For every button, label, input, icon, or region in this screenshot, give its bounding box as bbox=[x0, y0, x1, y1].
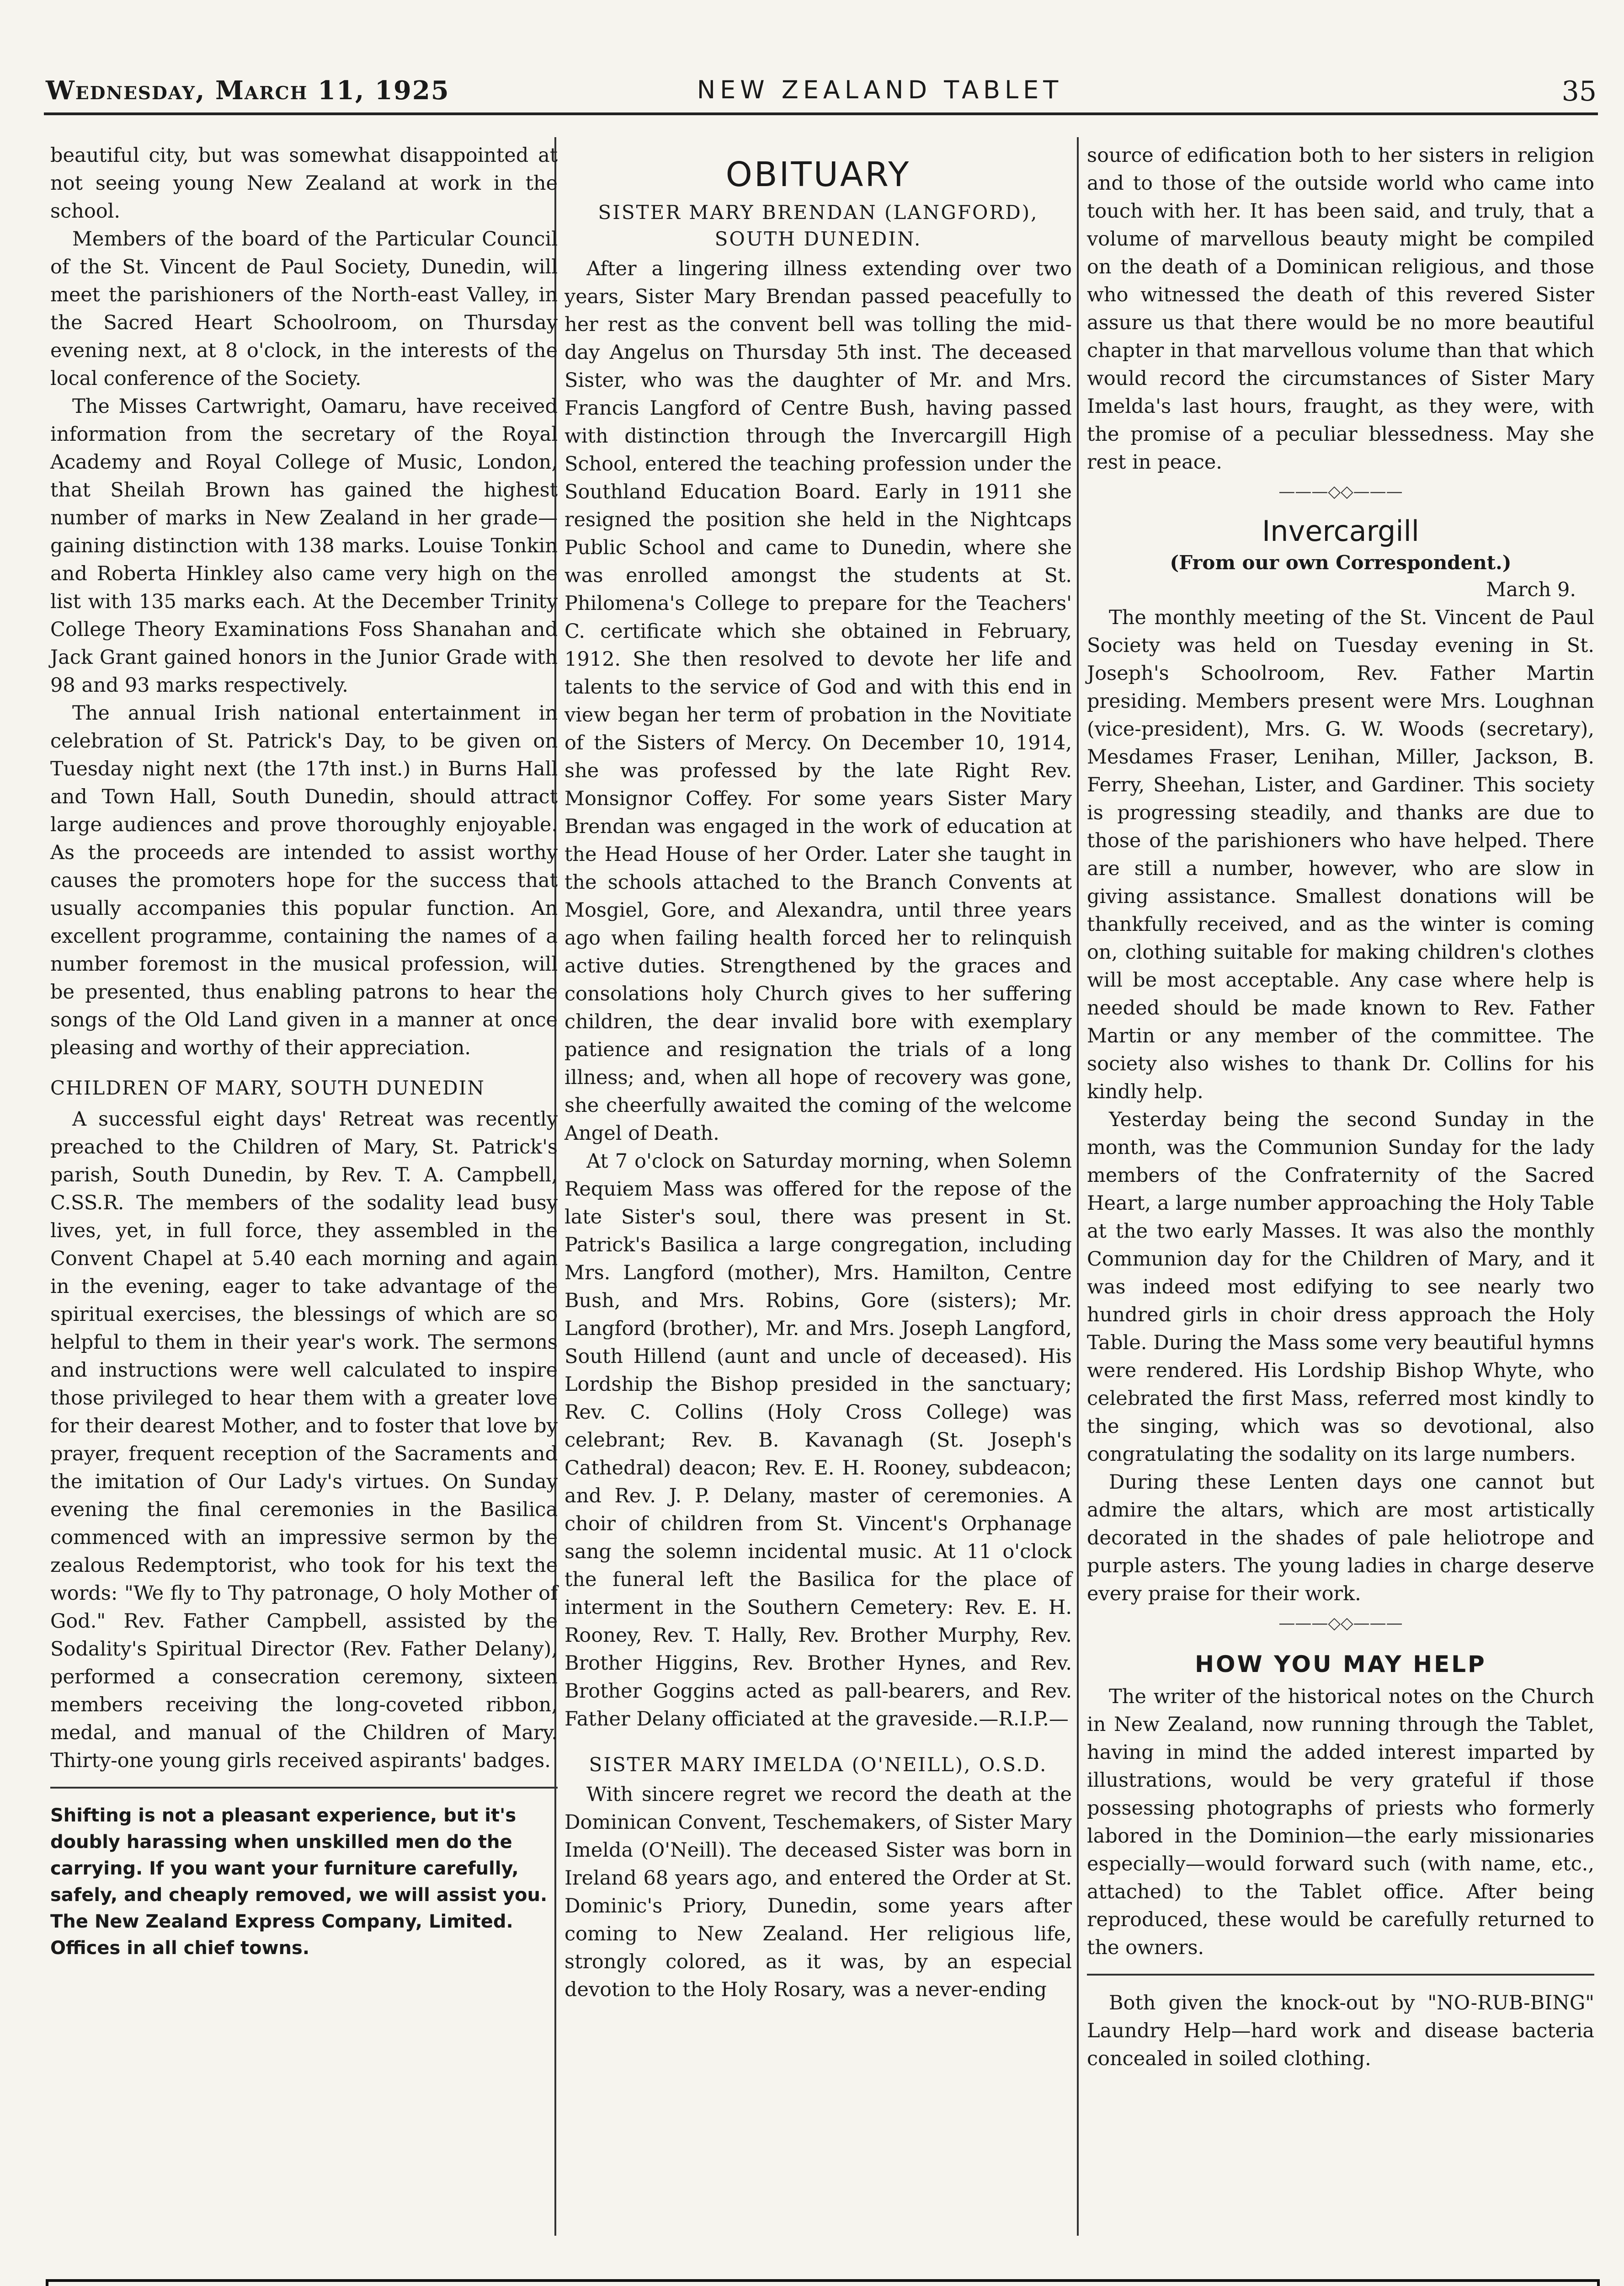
issue-date: Wednesday, March 11, 1925 bbox=[46, 75, 450, 106]
paragraph: During these Lenten days one cannot but admire the altars, which are most artistically decorated in the shades of pale heliotrope and purple asters. The young ladies in charge deserve every praise for their work. bbox=[1087, 1471, 1594, 1605]
masthead-title: NEW ZEALAND TABLET bbox=[697, 75, 1063, 104]
ornament-divider: ———◇◇——— bbox=[1278, 1614, 1403, 1633]
children-of-mary-heading: CHILDREN OF MARY, SOUTH DUNEDIN bbox=[50, 1077, 485, 1099]
section-rule bbox=[50, 1787, 558, 1789]
page-number: 35 bbox=[1561, 75, 1597, 107]
removal-notice bbox=[50, 1802, 558, 1961]
paragraph: Yesterday being the second Sunday in the month, was the Communion Sunday for the lady members of the Confraternity of the Sacred Heart, a large number approaching the Holy Table at the two early Masses. It was also the monthly Communion day for the Children of Mary, and it was indeed most edifying to see nearly two hundred girls in choir dress approach the Holy Table. During the Mass some very beautiful hymns were rendered. His Lordship Bishop Whyte, who celebrated the first Mass, referred most kindly to the singing, which was so devotional, also congratulating the sodality on its large numbers. bbox=[1087, 1108, 1594, 1466]
help-heading: HOW YOU MAY HELP bbox=[1195, 1651, 1486, 1677]
dateline: March 9. bbox=[1486, 578, 1576, 601]
column-2 bbox=[564, 142, 1072, 2004]
paragraph: With sincere regret we record the death at the Dominican Convent, Teschemakers, of Sister Mary Imelda (O'Neill). The deceased Sister was born in Ireland 68 years ago, and entered the Order at St. Dominic's Priory, Dunedin, some years after coming to New Zealand. Her religious life, strongly colored, as it was, by an especial devotion to the Holy Rosary, was a never-ending bbox=[564, 1783, 1072, 2001]
paragraph: Members of the board of the Particular Council of the St. Vincent de Paul Society, Dunedin, will meet the parishioners of the North-east Valley, in the Sacred Heart Schoolroom, on Thursday evening next, at 8 o'clock, in the interests of the local conference of the Society. bbox=[50, 228, 558, 390]
header-rule bbox=[44, 112, 1598, 115]
paragraph: source of edification both to her sisters in religion and to those of the outside world who came into touch with her. It has been said, and truly, that a volume of marvellous beauty might be compiled on the death of a Dominican religious, and those who witnessed the death of this revered Sister assure us that there would be no more beautiful chapter in that marvellous volume than that which would record the circumstances of Sister Mary Imelda's last hours, fraught, as they were, with the promise of a peculiar blessedness. May she rest in peace. bbox=[1087, 144, 1594, 474]
column-3 bbox=[1087, 142, 1594, 2073]
bakery-advertisement bbox=[46, 2279, 1600, 2286]
invercargill-title: Invercargill bbox=[1262, 514, 1420, 548]
paragraph: The Misses Cartwright, Oamaru, have received information from the secretary of the Royal Academy and Royal College of Music, London, that Sheilah Brown has gained the highest number of marks in New Zealand in her grade—gaining distinction with 138 marks. Louise Tonkin and Roberta Hinkley also came very high on the list with 135 marks each. At the December Trinity College Theory Examinations Foss Shanahan and Jack Grant gained honors in the Junior Grade with 98 and 93 marks respectively. bbox=[50, 395, 558, 697]
brendan-heading: SISTER MARY BRENDAN (LANGFORD), SOUTH DUNEDIN. bbox=[598, 201, 1038, 250]
column-1 bbox=[50, 142, 558, 1961]
paragraph: The monthly meeting of the St. Vincent de Paul Society was held on Tuesday evening in St. Joseph's Schoolroom, Rev. Father Martin presiding. Members present were Mrs. Loughnan (vice-president), Mrs. G. W. Woods (secretary), Mesdames Fraser, Lenihan, Miller, Jackson, B. Ferry, Sheehan, Lister, and Gardiner. This society is progressing steadily, and thanks are due to those of the parishioners who have helped. There are still a number, however, who are slow in giving assistance. Smallest donations will be thankfully received, and as the winter is coming on, clothing suitable for making children's clothes will be most acceptable. Any case where help is needed should be made known to Rev. Father Martin or any member of the committee. The society also wishes to thank Dr. Collins for his kindly help. bbox=[1087, 606, 1594, 1103]
column-divider bbox=[1077, 137, 1079, 2236]
correspondent-note: (From our own Correspondent.) bbox=[1170, 551, 1512, 574]
obituary-title: OBITUARY bbox=[725, 155, 911, 194]
paragraph: beautiful city, but was somewhat disappointed at not seeing young New Zealand at work in the school. bbox=[50, 144, 558, 223]
imelda-heading: SISTER MARY IMELDA (O'NEILL), O.S.D. bbox=[589, 1753, 1048, 1776]
paragraph: At 7 o'clock on Saturday morning, when Solemn Requiem Mass was offered for the repose of the late Sister's soul, there was present in St. Patrick's Basilica a large congregation, including Mrs. Langford (mother), Mrs. Hamilton, Centre Bush, and Mrs. Robins, Gore (sisters); Mr. Langford (brother), Mr. and Mrs. Joseph Langford, South Hillend (aunt and uncle of deceased). His Lordship the Bishop presided in the sanctuary; Rev. C. Collins (Holy Cross College) was celebrant; Rev. B. Kavanagh (St. Joseph's Cathedral) deacon; Rev. E. H. Rooney, subdeacon; and Rev. J. P. Delany, master of ceremonies. A choir of children from St. Vincent's Orphanage sang the solemn incidental music. At 11 o'clock the funeral left the Basilica for the place of interment in the Southern Cemetery: Rev. E. H. Rooney, Rev. T. Hally, Rev. Brother Murphy, Rev. Brother Higgins, Rev. Brother Hynes, and Rev. Brother Goggins acted as pall-bearers, and Rev. Father Delany officiated at the graveside.—R.I.P.— bbox=[564, 1150, 1072, 1731]
paragraph: The writer of the historical notes on the Church in New Zealand, now running through the Tablet, having in mind the added interest imparted by illustrations, would be very grateful if those possessing photographs of priests who formerly labored in the Dominion—the early missionaries especially—would forward such (with name, etc., attached) to the Tablet office. After being reproduced, these would be carefully returned to the owners. bbox=[1087, 1685, 1594, 1959]
paragraph: Both given the knock-out by "NO-RUB-BING" Laundry Help—hard work and disease bacteria concealed in soiled clothing. bbox=[1087, 1992, 1594, 2070]
paragraph: The annual Irish national entertainment in celebration of St. Patrick's Day, to be given on Tuesday night next (the 17th inst.) in Burns Hall and Town Hall, South Dunedin, should attract large audiences and prove thoroughly enjoyable. As the proceeds are intended to assist worthy causes the promoters hope for the success that usually accompanies this popular function. An excellent programme, containing the names of a number foremost in the musical profession, will be presented, thus enabling patrons to hear the songs of the Old Land given in a manner at once pleasing and worthy of their appreciation. bbox=[50, 702, 558, 1059]
paragraph: After a lingering illness extending over two years, Sister Mary Brendan passed peacefully to her rest as the convent bell was tolling the mid-day Angelus on Thursday 5th inst. The deceased Sister, who was the daughter of Mr. and Mrs. Francis Langford of Centre Bush, having passed with distinction through the Invercargill High School, entered the teaching profession under the Southland Education Board. Early in 1911 she resigned the position she held in the Nightcaps Public School and came to Dunedin, where she was enrolled amongst the students at St. Philomena's College to prepare for the Teachers' C. certificate which she obtained in February, 1912. She then resolved to devote her life and talents to the service of God and with this end in view began her term of probation in the Novitiate of the Sisters of Mercy. On December 10, 1914, she was professed by the late Right Rev. Monsignor Coffey. For some years Sister Mary Brendan was engaged in the work of education at the Head House of her Order. Later she taught in the schools attached to the Branch Convents at Mosgiel, Gore, and Alexandra, until three years ago when failing health forced her to relinquish active duties. Strengthened by the graces and consolations holy Church gives to her suffering children, the dear invalid bore with exemplary patience and resignation the trials of a long illness; and, when all hope of recovery was gone, she cheerfully awaited the coming of the welcome Angel of Death. bbox=[564, 257, 1072, 1145]
section-rule bbox=[1087, 1974, 1594, 1976]
notice-text: Shifting is not a pleasant experience, but it's doubly harassing when unskilled men do the carrying. If you want your furniture carefully, safely, and cheaply removed, we will assist you. The New Zealand Express Company, Limited. Offices in all chief towns. bbox=[50, 1805, 548, 1959]
paragraph: A successful eight days' Retreat was recently preached to the Children of Mary, St. Patrick's parish, South Dunedin, by Rev. T. A. Campbell, C.SS.R. The members of the sodality lead busy lives, yet, in full force, they assembled in the Convent Chapel at 5.40 each morning and again in the evening, eager to take advantage of the spiritual exercises, the blessings of which are so helpful to them in their year's work. The sermons and instructions were well calculated to inspire those privileged to hear them with a greater love for their dearest Mother, and to foster that love by prayer, frequent reception of the Sacraments and the imitation of Our Lady's virtues. On Sunday evening the final ceremonies in the Basilica commenced with an impressive sermon by the zealous Redemptorist, who took for his text the words: "We fly to Thy patronage, O holy Mother of God." Rev. Father Campbell, assisted by the Sodality's Spiritual Director (Rev. Father Delany), performed a consecration ceremony, sixteen members receiving the long-coveted ribbon, medal, and manual of the Children of Mary. Thirty-one young girls received aspirants' badges. bbox=[50, 1108, 558, 1772]
ornament-divider: ———◇◇——— bbox=[1278, 482, 1403, 501]
